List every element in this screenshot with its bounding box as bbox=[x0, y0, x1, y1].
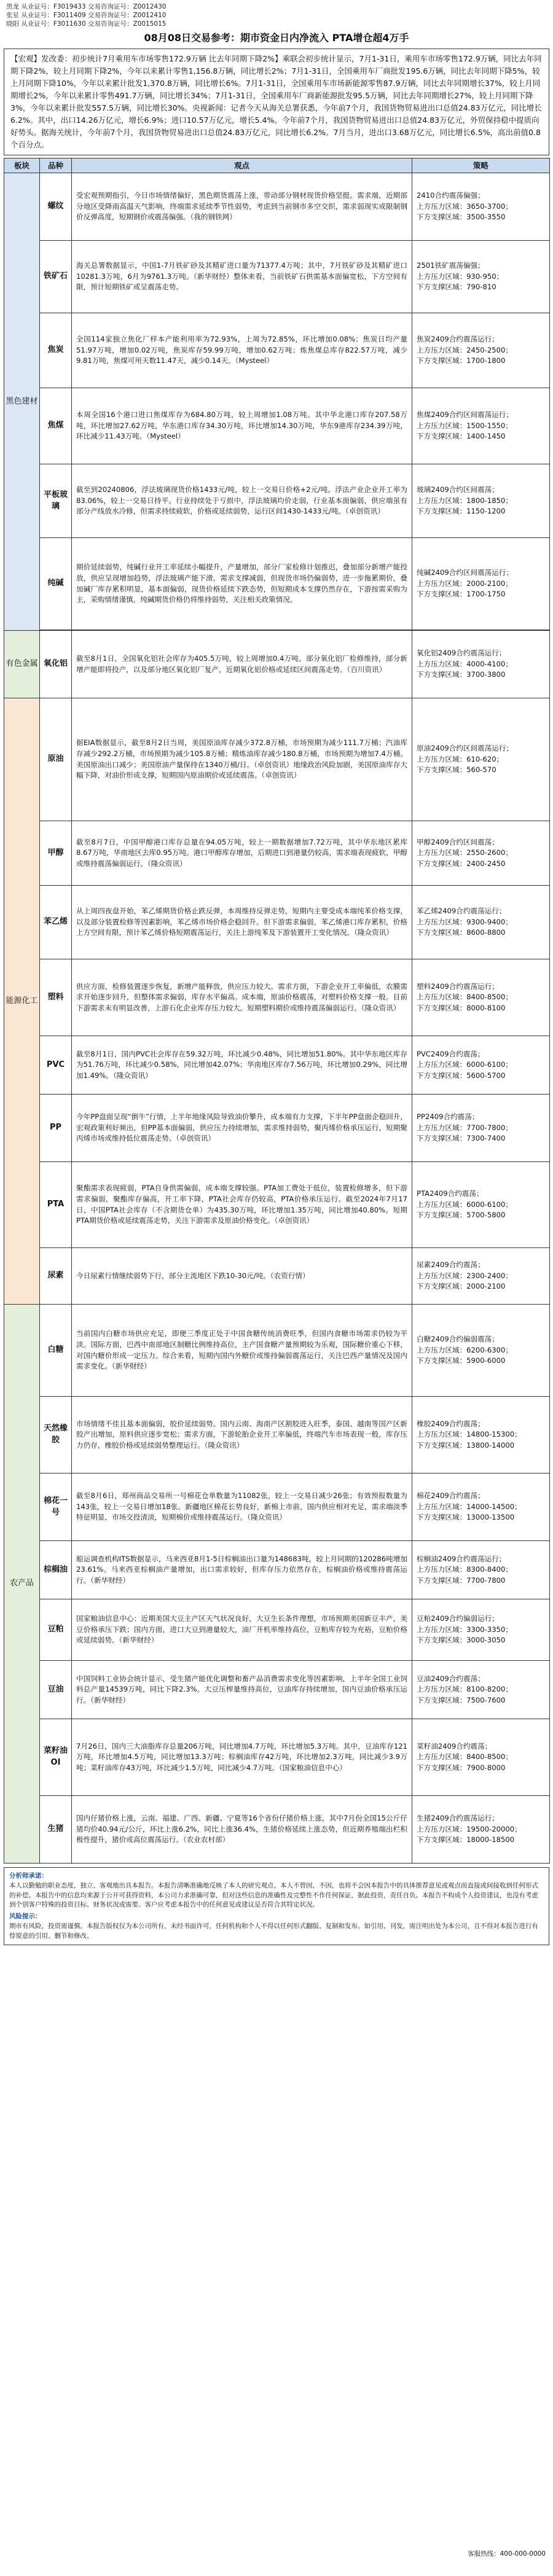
table-row bbox=[4, 698, 550, 821]
table-row bbox=[4, 1719, 550, 1796]
table-row bbox=[4, 1305, 550, 1397]
table-row bbox=[4, 313, 550, 388]
header-strategy: 策略 bbox=[412, 158, 550, 173]
strategy-live-hog: 生猪2409合约震荡运行； 上方压力区域：19500-20000； 下方支撑区域：18000-18500 bbox=[412, 1796, 550, 1864]
view-pvc: 截至8月1日，国内PVC社会库存在59.32万吨，环比减少0.48%，同比增加51.80%。其中华东地区库存为51.76万吨，环比减少0.58%，同比增加42.07%；华南地区库存7.56万吨，环比增加0.29%，同比增加1.49%。（隆众资讯） bbox=[72, 1036, 412, 1095]
item-pvc: PVC bbox=[40, 1036, 72, 1095]
view-sugar: 当前国内白糖市场供应充足，即便三季度正处于中国食糖传统消费旺季，但国内食糖市场需求仍较为平淡。国际方面，巴西中南部地区制糖比例维持高位，主产国食糖产量预期较为乐观，国际糖价重心下移，对国内糖价形成一定压力。综合来看，短期内国内外糖价或维持偏弱震荡运行，关注巴西产量情况及国内需求变化。（新华财经） bbox=[72, 1305, 412, 1397]
view-rapeseed-oil: 7月26日，国内三大油脂库存总量206万吨，同比增加4.7万吨，环比增加5.3万吨。其中，豆油库存121万吨，环比增加4.5万吨，同比增加13.3万吨；棕榈油库存42万吨，环比增加2.3万吨，同比减少3.9万吨；菜籽油库存43万吨，环比减少1.5万吨，同比减少4.7万吨。（国家粮油信息中心） bbox=[72, 1719, 412, 1796]
item-cotton: 棉花一号 bbox=[40, 1473, 72, 1541]
view-urea: 今日尿素行情继续弱势下行，部分主流地区下跌10-30元/吨。（农资行情） bbox=[72, 1248, 412, 1305]
view-pta: 聚酯需求表现疲弱，PTA自身供需偏弱，成本端支撑较强。PTA加工费处于低位，装置检修增多，但下游需求偏弱，聚酯库存偏高，开工率下降，PTA社会库存仍较高，PTA价格承压运行。截至2024年7月17日，中国PTA社会库存（不含期货仓单）为435.30万吨，环比增加1.35万吨，同比增加40.80%。短期PTA期货价格或延续震荡走势，关注下游需求及原油价格变化。（卓创资讯） bbox=[72, 1162, 412, 1248]
view-soyoil: 中国饲料工业协会统计显示，受生猪产能优化调整和畜产品消费需求变化等因素影响，上半年全国工业饲料总产量14539万吨，同比下降2.3%。大豆压榨量维持高位，豆油库存持续增加，国内豆油价格承压运行。（新华财经） bbox=[72, 1661, 412, 1719]
header-item: 品种 bbox=[40, 158, 72, 173]
table-row bbox=[4, 821, 550, 886]
item-crude-oil: 原油 bbox=[40, 698, 72, 821]
item-rebar: 螺纹 bbox=[40, 173, 72, 241]
reference-table bbox=[4, 158, 550, 1864]
view-live-hog: 国内仔猪价格上涨，云南、福建、广西、新疆、宁夏等16个省份仔猪价格上涨，其中7月份全国15公斤仔猪均价40.94元/公斤，环比上涨6.2%，同比上涨36.4%，生猪价格延续上涨态势，但近期养殖端出栏积极性提升，猪价或高位震荡运行。（农业农村部） bbox=[72, 1796, 412, 1864]
strategy-pta: PTA2409合约震荡； 上方压力区域：6000-6100； 下方支撑区域：5700-5800 bbox=[412, 1162, 550, 1248]
item-soyoil: 豆油 bbox=[40, 1661, 72, 1719]
item-coking-coal: 焦煤 bbox=[40, 388, 72, 464]
strategy-pvc: PVC2409合约震荡； 上方压力区域：6000-6100； 下方支撑区域：5600-5700 bbox=[412, 1036, 550, 1095]
strategy-urea: 尿素2409合约震荡； 上方压力区域：2300-2400； 下方支撑区域：2000-2100 bbox=[412, 1248, 550, 1305]
sector-agri: 农产品 bbox=[4, 1305, 40, 1864]
view-cotton: 截至8月6日，郑州商品交易所一号棉花仓单数量为11082张，较上一交易日减少26张；有效预报数量为143张，较上一交易日增加18张。新疆地区棉花长势良好，新棉上市前，国内供应相对充足，需求端淡季特征明显，市场交投清淡，短期棉价或维持震荡运行。（隆众资讯） bbox=[72, 1473, 412, 1541]
view-crude-oil: 据EIA数据显示，截至8月2日当周，美国原油库存减少372.8万桶，市场预期为减少111.7万桶；汽油库存减少292.2万桶，市场预期为减少105.8万桶；精炼油库存减少180.8万桶，市场预期为增加7.4万桶。美国原油出口减少；美国原油产量保持在1340万桶/日。（卓创资讯）地缘政治风险加剧，美国原油库存大幅下降，对油价形成支撑，短期国内原油期价或延续震荡。（卓创资讯） bbox=[72, 698, 412, 821]
view-iron-ore: 海关总署数据显示，中国1-7月铁矿砂及其精矿进口量为71377.4万吨；其中，7月铁矿砂及其精矿进口10281.3万吨，6月为9761.3万吨。（新华财经）整体来看，当前铁矿石供需基本面偏宽松，下方空间有限，预计短期铁矿或呈震荡走势。 bbox=[72, 241, 412, 313]
strategy-soymeal: 豆粕2409合约偏弱运行； 上方压力区域：3300-3350； 下方支撑区域：3000-3050 bbox=[412, 1599, 550, 1661]
table-row bbox=[4, 1162, 550, 1248]
table-row bbox=[4, 388, 550, 464]
item-coke: 焦炭 bbox=[40, 313, 72, 388]
item-rubber: 天然橡胶 bbox=[40, 1397, 72, 1473]
strategy-palm-oil: 棕榈油2409合约震荡运行； 上方压力区域：8300-8400； 下方支撑区域：7700-7800 bbox=[412, 1541, 550, 1599]
item-rapeseed-oil: 菜籽油OI bbox=[40, 1719, 72, 1796]
table-row bbox=[4, 886, 550, 959]
strategy-sugar: 白糖2409合约偏弱震荡； 上方压力区域：6200-6300； 下方支撑区域：5900-6000 bbox=[412, 1305, 550, 1397]
item-soymeal: 豆粕 bbox=[40, 1599, 72, 1661]
table-row bbox=[4, 1397, 550, 1473]
table-row bbox=[4, 538, 550, 630]
header-view: 观点 bbox=[72, 158, 412, 173]
item-iron-ore: 铁矿石 bbox=[40, 241, 72, 313]
table-row bbox=[4, 1599, 550, 1661]
sector-black: 黑色建材 bbox=[4, 173, 40, 631]
item-methanol: 甲醇 bbox=[40, 821, 72, 886]
view-pp: 今年PP盘面呈现“倒牛”行情，上半年地缘风险导致油价攀升，成本端有力支撑，下半年PP盘面企稳回升，宏观政策利好频出，但PP基本面偏弱，供应压力持续增加，需求维持弱势，聚丙烯价格承压运行，短期聚丙烯市场或维持低位震荡走势。（卓创资讯） bbox=[72, 1095, 412, 1162]
table-row bbox=[4, 1095, 550, 1162]
strategy-coking-coal: 焦煤2409合约区间震荡运行； 上方压力区域：1500-1550； 下方支撑区域：1400-1450 bbox=[412, 388, 550, 464]
table-row bbox=[4, 1541, 550, 1599]
item-pta: PTA bbox=[40, 1162, 72, 1248]
item-plastic: 塑料 bbox=[40, 959, 72, 1036]
strategy-rebar: 2410合约震荡偏强； 上方压力区域：3650-3700； 下方支撑区域：3500-3550 bbox=[412, 173, 550, 241]
view-methanol: 截至8月7日，中国甲醇港口库存总量在94.05万吨，较上一期数据增加7.72万吨，其中华东地区累库8.67万吨，华南地区去库0.95万吨。港口甲醇库存增加，后期进口到港量仍较高，需求端表现疲软，甲醇或维持震荡偏弱运行。（隆众资讯） bbox=[72, 821, 412, 886]
strategy-cotton: 棉花2409合约震荡； 上方压力区域：14000-14500； 下方支撑区域：13000-13500 bbox=[412, 1473, 550, 1541]
table-row bbox=[4, 241, 550, 313]
disclaimer bbox=[4, 1867, 549, 1945]
analyst-line-3: 晓阳 从业证号：F3011630 交易咨询证号：Z0015015 bbox=[6, 20, 167, 28]
sector-energy: 能源化工 bbox=[4, 698, 40, 1305]
analyst-line-1: 黑龙 从业证号：F3019433 交易咨询证号：Z0012430 bbox=[6, 3, 167, 10]
view-alumina: 截至8月1日，全国氧化铝社会库存为405.5万吨，较上周增加0.4万吨。部分氧化铝厂检修维持，部分新增产能即将投产，以及部分地区氧化铝厂复产，近期氧化铝价格或延续区间震荡走势。（百川资讯） bbox=[72, 631, 412, 698]
strategy-plastic: 塑料2409合约震荡运行； 上方压力区域：8400-8500； 下方支撑区域：8000-8100 bbox=[412, 959, 550, 1036]
table-row bbox=[4, 1473, 550, 1541]
risk-text: 期市有风险，投资需谨慎。本报告版权仅为本公司所有，未经书面许可，任何机构和个人不得以任何形式翻版、复制和发布。如引用、刊发，需注明出处为本公司，且不得对本报告进行有悖原意的引用、删节和修改。 bbox=[9, 1922, 538, 1940]
table-row bbox=[4, 959, 550, 1036]
item-glass: 平板玻璃 bbox=[40, 464, 72, 538]
table-row bbox=[4, 464, 550, 538]
risk-title: 风险提示： bbox=[9, 1913, 42, 1921]
table-row bbox=[4, 1661, 550, 1719]
strategy-alumina: 氧化铝2409合约震荡运行； 上方压力区域：4000-4100； 下方支撑区域：3700-3800 bbox=[412, 631, 550, 698]
view-rebar: 受宏观预期指引，今日市场情绪偏好，黑色期货震荡上涨，带动部分钢材现货价格坚挺。需求端，近期部分地区受降雨高温天气影响，终端需求延续季节性弱势，考虑到当前钢市多空交织，需求弱现实或限制钢价反弹高度，短期钢价或震荡偏强。（我的钢铁网） bbox=[72, 173, 412, 241]
disclaimer-text: 本人以勤勉的职业态度，独立、客观地出具本报告。本报告清晰准确地反映了本人的研究观点。本人不曾因，不因，也将不会因本报告中的具体推荐意见或观点而直接或间接收到任何形式的补偿。本报告中的信息均来源于公开可获得资料，本公司力求准确可靠，但对这些信息的准确性及完整性不作任何保证，据此投资，责任自负。本报告不构成个人投资建议，也没有考虑到个别客户特殊的投资目标、财务状况或需要。客户应考虑本报告中的任何意见或建议是否符合其特定状况。 bbox=[9, 1881, 538, 1909]
service-hotline: 客服热线：400-000-0000 bbox=[468, 2550, 546, 2558]
view-coke: 全国114家独立焦化厂样本产能利用率为72.93%，上周为72.85%，环比增加0.08%；焦炭日均产量51.97万吨，增加0.02万吨，焦炭库存59.99万吨，增加0.62万吨；炼焦煤总库存822.57万吨，减少9.81万吨，焦煤可用天数11.47天，减少0.14天。（Mysteel） bbox=[72, 313, 412, 388]
macro-summary: 【宏观】发改委：初步统计7月乘用车市场零售172.9万辆 比去年同期下降2%】乘联会初步统计显示，7月1-31日，乘用车市场零售172.9万辆，同比去年同期下降2%，较上月同期下降2%，今年以来累计零售1,156.8万辆，同比增长2%；7月1-31日，全国乘用车厂商批发195.6万辆，同比去年同期下降5%，较上月同期下降10%，今年以来累计批发1,370.8万辆，同比增长6%。7月1-31日，全国乘用车市场新能源零售87.9万辆，同比去年同期增长37%，较上月同期增长2%，今年以来累计零售491.7万辆，同比增长34%；7月1-31日，全国乘用车厂商新能源批发95.5万辆，同比去年同期增长27%，较上月同期下降3%，今年以来累计批发557.5万辆，同比增长30%。央视新闻：记者今天从海关总署获悉，今年前7个月，我国货物贸易进出口总值24.83万亿元，同比增长6.2%。其中，出口14.26万亿元，增长6.9%；进口10.57万亿元，增长5.4%。今年前7个月，我国货物贸易进出口总值24.83万亿元，外贸保持稳中提质向好势头。据海关统计，今年前7个月，我国货物贸易进出口总值24.83万亿元，同比增长6.2%。7月当月，进出口3.68万亿元，同比增长6.5%，高出前值0.8个百分点。 bbox=[4, 49, 549, 155]
header-sector: 板块 bbox=[4, 158, 40, 173]
view-rubber: 市场情绪不佳且基本面偏弱，胶价延续弱势。国内云南、海南产区割胶进入旺季，泰国、越南等国产区新胶产出增加，原料供应逐步宽松；需求方面，下游轮胎企业开工率偏低，终端汽车市场表现一般，库存压力仍存，橡胶价格或延续弱势整理运行。（隆众资讯） bbox=[72, 1397, 412, 1473]
analyst-line-2: 张星 从业证号：F3011409 交易咨询证号：Z0012410 bbox=[6, 12, 167, 19]
view-glass: 截至到20240806，浮法玻璃现货价格1433元/吨，较上一交易日价格+2元/吨。浮法产业企业开工率为83.06%，较上一交易日持平。行业持续处于亏损中，浮法玻璃均价走弱，行业基本面偏弱，供应端虽有部分产线放水冷修，但需求持续疲软，价格或延续弱势，运行区间1430-1433元/吨。（卓创资讯） bbox=[72, 464, 412, 538]
view-soymeal: 国家粮油信息中心：近期美国大豆主产区天气状况良好，大豆生长条件理想，市场预期美国新豆丰产，美豆价格承压下跌；国内方面，进口大豆到港量较大，油厂开机率维持高位，豆粕库存较为充裕，豆粕价格或延续弱势。（新华财经） bbox=[72, 1599, 412, 1661]
strategy-styrene: 苯乙烯2409合约震荡运行； 上方压力区域：9300-9400； 下方支撑区域：8600-8800 bbox=[412, 886, 550, 959]
strategy-rapeseed-oil: 菜籽油2409合约震荡； 上方压力区域：8400-8500； 下方支撑区域：7900-8000 bbox=[412, 1719, 550, 1796]
table-row bbox=[4, 1796, 550, 1864]
item-alumina: 氧化铝 bbox=[40, 631, 72, 698]
strategy-coke: 焦炭2409合约震荡运行； 上方压力区域：2450-2500； 下方支撑区域：1700-1800 bbox=[412, 313, 550, 388]
strategy-methanol: 甲醇2409合约区间震荡； 上方压力区域：2550-2600； 下方支撑区域：2400-2450 bbox=[412, 821, 550, 886]
item-urea: 尿素 bbox=[40, 1248, 72, 1305]
item-live-hog: 生猪 bbox=[40, 1796, 72, 1864]
strategy-soyoil: 豆油2409合约震荡； 上方压力区域：8100-8200； 下方支撑区域：7500-7600 bbox=[412, 1661, 550, 1719]
view-plastic: 供应方面，检修装置逐步恢复，新增产能释放，供应压力较大。需求方面，下游企业开工率偏低，农膜需求开始逐步回升，但整体需求偏弱，库存水平偏高。成本端，原油价格震荡，对塑料价格支撑一般。目前下游需求未有明显改善，上游石化企业库存压力较大。短期塑料期价或维持震荡偏弱运行。（隆众资讯） bbox=[72, 959, 412, 1036]
strategy-iron-ore: 2501铁矿震荡偏强； 上方压力区域：930-950； 下方支撑区域：790-810 bbox=[412, 241, 550, 313]
table-header-row bbox=[4, 158, 550, 173]
strategy-soda-ash: 纯碱2409合约区间震荡运行； 上方压力区域：2000-2100； 下方支撑区域：1700-1750 bbox=[412, 538, 550, 630]
strategy-pp: PP2409合约震荡； 上方压力区域：7700-7800； 下方支撑区域：7300-7400 bbox=[412, 1095, 550, 1162]
item-pp: PP bbox=[40, 1095, 72, 1162]
view-coking-coal: 本周全国16个港口进口焦煤库存为684.80万吨，较上周增加1.08万吨。其中华北港口库存207.58万吨，环比增加27.62万吨，华东港口库存34.30万吨，环比增加14.30万吨，华东9港库存234.39万吨，环比减少11.43万吨。（Mysteel） bbox=[72, 388, 412, 464]
analyst-ids bbox=[4, 0, 549, 28]
sector-nonferrous: 有色金属 bbox=[4, 631, 40, 698]
item-styrene: 苯乙烯 bbox=[40, 886, 72, 959]
table-row bbox=[4, 1248, 550, 1305]
view-styrene: 从上周四夜盘开始，苯乙烯期货价格止跌反弹，本周维持反弹走势，短期内主要受成本端纯苯价格支撑，以及部分装置检修等因素影响，苯乙烯市场价格企稳回升。但下游需求偏弱，苯乙烯港口库存累积，价格上方空间有限，预计苯乙烯价格短期震荡运行，关注上游纯苯及下游装置开工变化情况。（隆众资讯） bbox=[72, 886, 412, 959]
table-row bbox=[4, 173, 550, 241]
strategy-rubber: 橡胶2409合约震荡； 上方压力区域：14800-15300； 下方支撑区域：13800-14000 bbox=[412, 1397, 550, 1473]
item-palm-oil: 棕榈油 bbox=[40, 1541, 72, 1599]
table-row bbox=[4, 631, 550, 698]
disclaimer-title: 分析师承诺： bbox=[9, 1872, 48, 1880]
item-sugar: 白糖 bbox=[40, 1305, 72, 1397]
view-palm-oil: 船运调查机构ITS数据显示，马来西亚8月1-5日棕榈油出口量为148683吨，较上月同期的120286吨增加23.61%。马来西亚棕榈油产量增加，出口需求较好，但库存压力依然存在，棕榈油价格或维持震荡运行。（新华财经） bbox=[72, 1541, 412, 1599]
view-soda-ash: 期价延续弱势，纯碱行业开工率延续小幅提升，产量增加，部分厂家检修计划推迟，叠加部分新增产能投放，供应呈现增加趋势，浮法玻璃产能下滑，需求支撑减弱，但现货市场仍偏弱势，进一步拖累期价，叠加碱厂库存累积明显，基本面偏弱，现货价格延续下跌态势，但短期成本支撑仍然存在，下游按需采购为主，采购情绪谨慎，纯碱期货价格仍将维持弱势，关注相关政策情况。 bbox=[72, 538, 412, 630]
strategy-glass: 玻璃2409合约区间震荡； 上方压力区域：1800-1850； 下方支撑区域：1150-1200 bbox=[412, 464, 550, 538]
item-soda-ash: 纯碱 bbox=[40, 538, 72, 630]
report-title: 08月08日交易参考：期市资金日内净流入 PTA增仓超4万手 bbox=[144, 32, 409, 44]
table-row bbox=[4, 1036, 550, 1095]
strategy-crude-oil: 原油2409合约区间震荡运行； 上方压力区域：610-620； 下方支撑区域：560-570 bbox=[412, 698, 550, 821]
